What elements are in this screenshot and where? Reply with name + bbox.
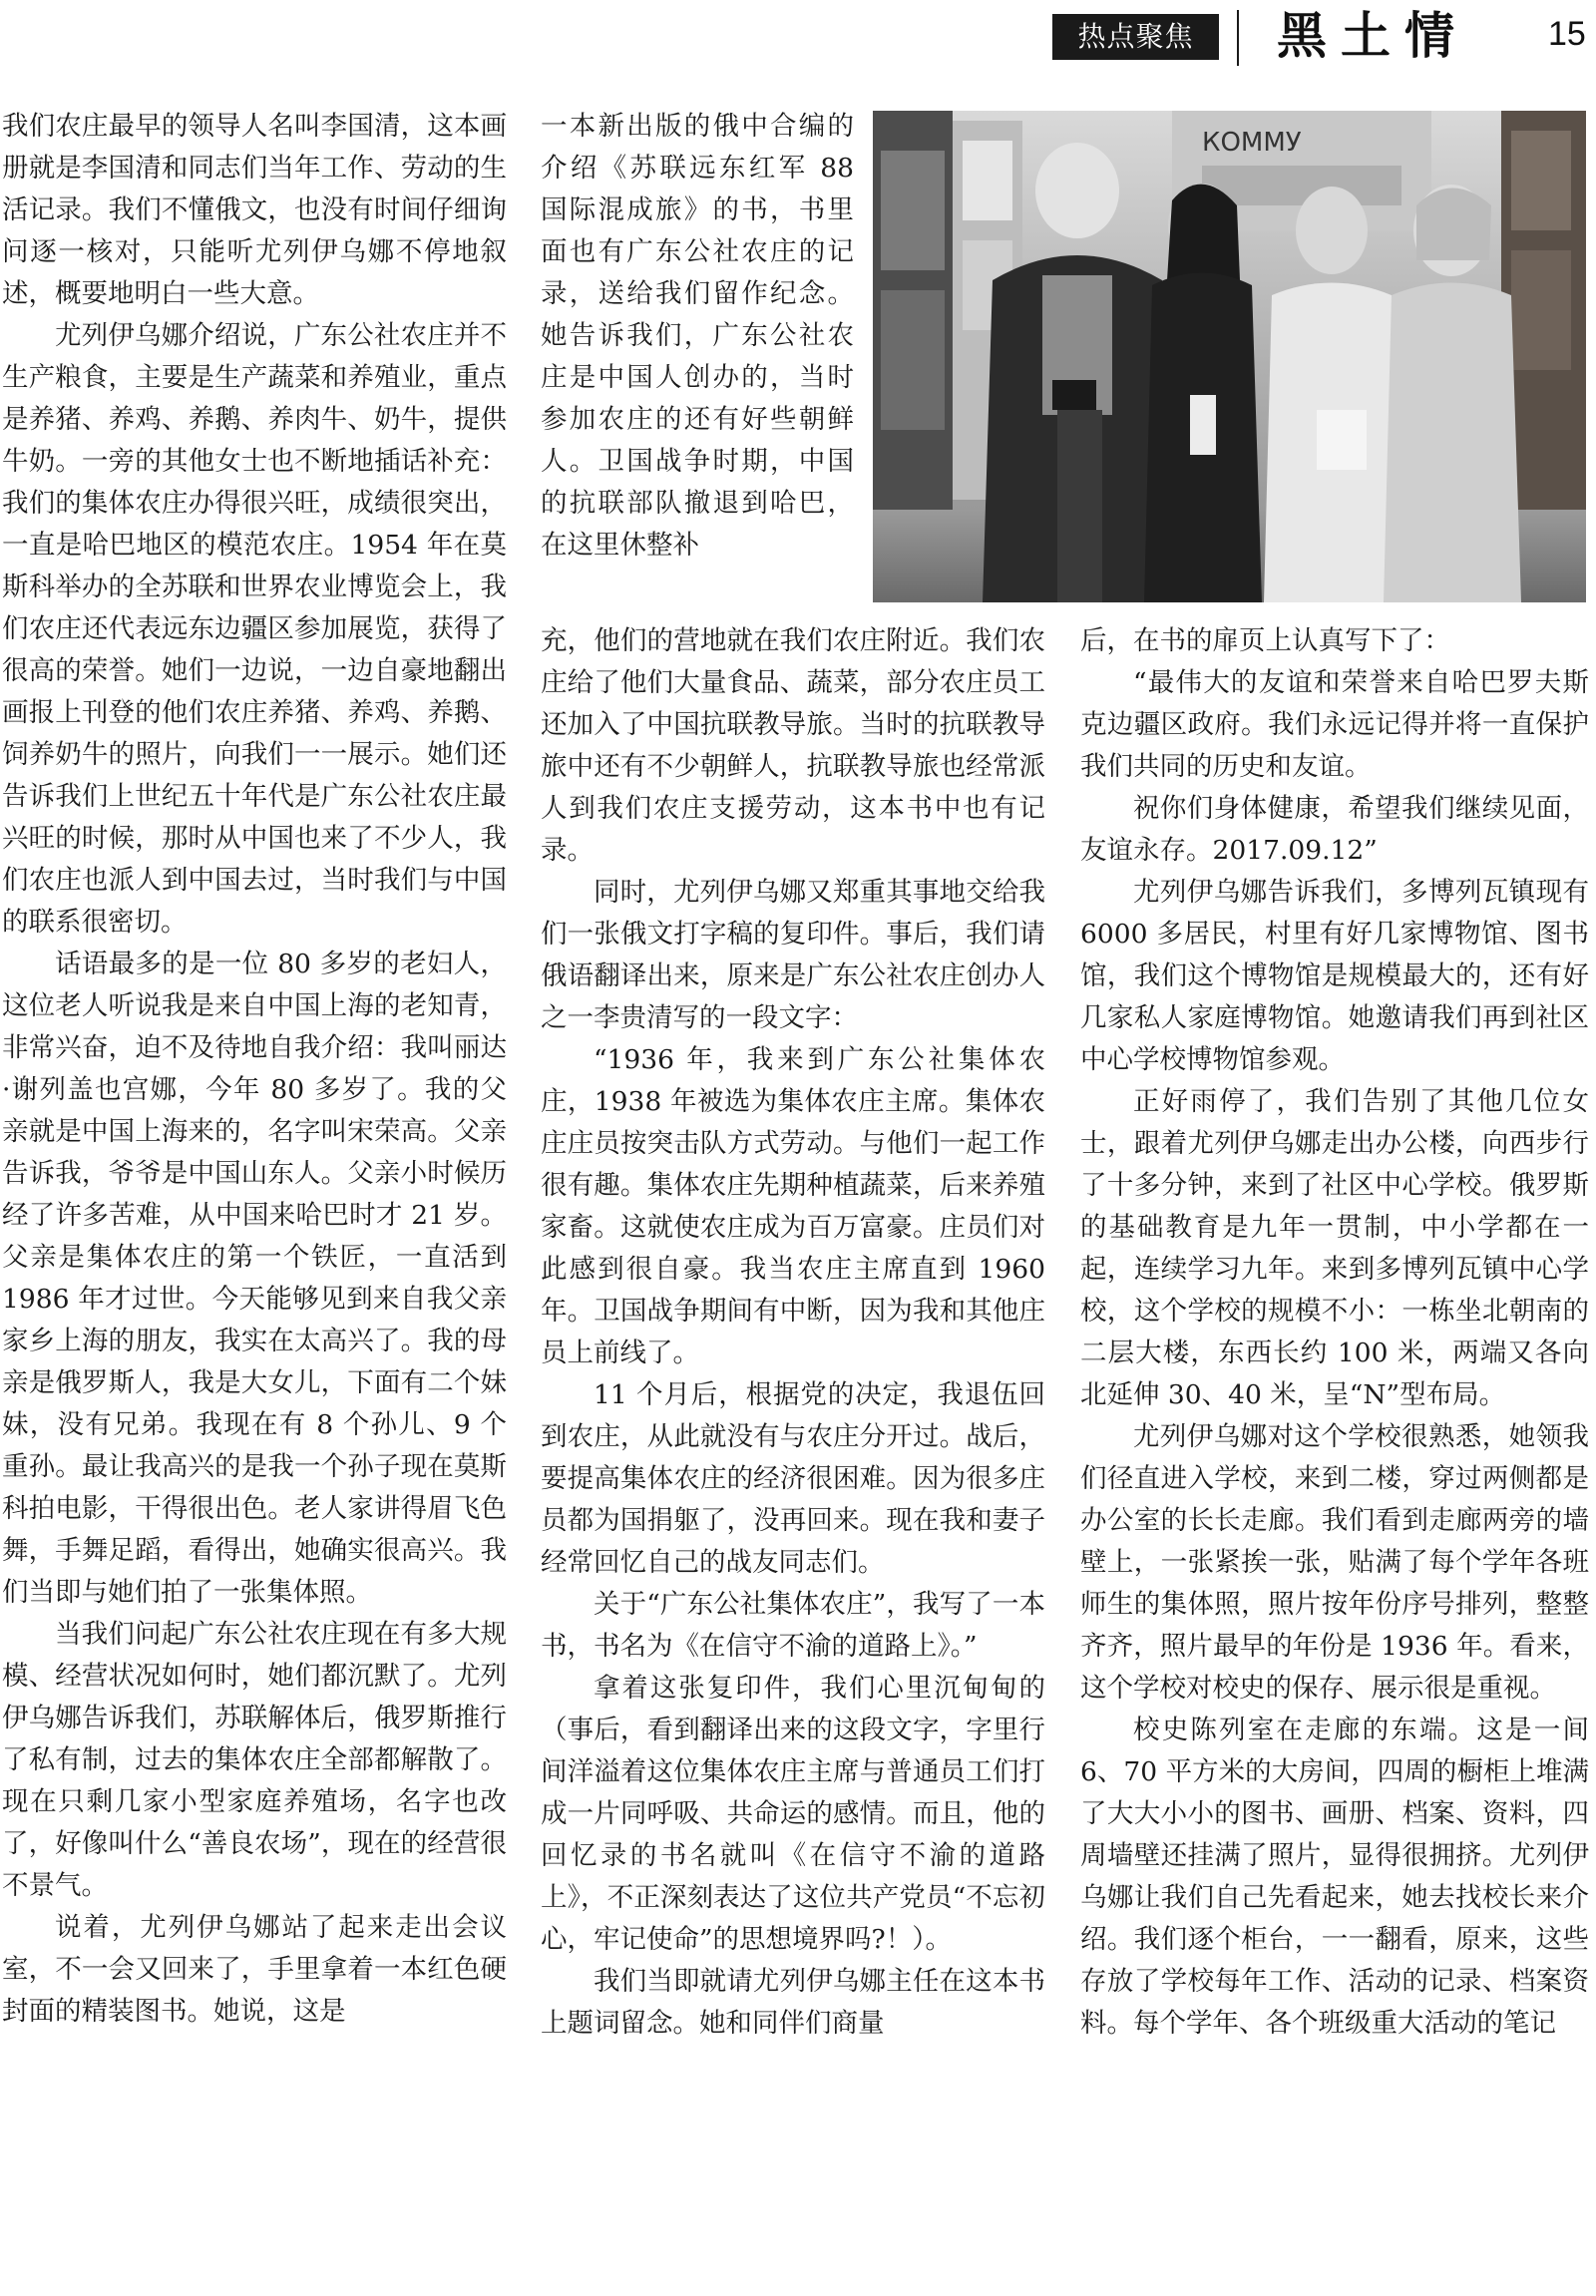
paragraph: 拿着这张复印件，我们心里沉甸甸的（事后，看到翻译出来的这段文字，字里行间洋溢着这位集体农庄主席与普通员工们打成一片同呼吸、共命运的感情。而且，他的回忆录的书名就叫《在信守不渝的道路上》，不正深刻表达了这位共产党员“不忘初心，牢记使命”的思想境界吗?！）。 <box>541 1673 1045 1955</box>
paragraph: 话语最多的是一位 80 多岁的老妇人，这位老人听说我是来自中国上海的老知青，非常兴奋，迫不及待地自我介绍：我叫丽达·谢列盖也宫娜，今年 80 多岁了。我的父亲就是中国上海来的，名字叫宋荣高。父亲告诉我，爷爷是中国山东人。父亲小时候历经了许多苦难，从中国来哈巴时才 21 岁。父亲是集体农庄的第一个铁匠，一直活到 1986 年才过世。今天能够见到来自我父亲家乡上海的朋友，我实在太高兴了。我的母亲是俄罗斯人，我是大女儿，下面有二个妹妹，没有兄弟。我现在有 8 个孙儿、9 个重孙。最让我高兴的是我一个孙子现在莫斯科拍电影，干得很出色。老人家讲得眉飞色舞，手舞足蹈，看得出，她确实很高兴。我们当即与她们拍了一张集体照。 <box>2 949 507 1608</box>
page-header <box>0 0 1596 80</box>
section-tag: 热点聚焦 <box>1052 14 1219 60</box>
paragraph: 后，在书的扉页上认真写下了： <box>1080 625 1450 656</box>
paragraph: 一本新出版的俄中合编的介绍《苏联远东红军 88 国际混成旅》的书，书里面也有广东公社农庄的记录，送给我们留作纪念。她告诉我们，广东公社农庄是中国人创办的，当时参加农庄的还有好些朝鲜人。卫国战争时期，中国的抗联部队撤退到哈巴，在这里休整补 <box>541 111 854 561</box>
paragraph: 祝你们身体健康，希望我们继续见面，友谊永存。2017.09.12” <box>1080 793 1589 866</box>
paragraph: 11 个月后，根据党的决定，我退伍回到农庄，从此就没有与农庄分开过。战后，要提高集体农庄的经济很困难。因为很多庄员都为国捐躯了，没再回来。现在我和妻子经常回忆自己的战友同志们。 <box>541 1379 1045 1578</box>
article-column-2-bottom <box>541 620 1045 2296</box>
group-photo-image <box>873 111 1586 602</box>
paragraph: “1936 年，我来到广东公社集体农庄，1938 年被选为集体农庄主席。集体农庄庄员按突击队方式劳动。与他们一起工作很有趣。集体农庄先期种植蔬菜，后来养殖家畜。这就使农庄成为百万富豪。庄员们对此感到很自豪。我当农庄主席直到 1960 年。卫国战争期间有中断，因为我和其他庄员上前线了。 <box>541 1044 1045 1368</box>
paragraph: 同时，尤列伊乌娜又郑重其事地交给我们一张俄文打字稿的复印件。事后，我们请俄语翻译出来，原来是广东公社农庄创办人之一李贵清写的一段文字： <box>541 877 1045 1033</box>
masthead: 黑土情 <box>1277 6 1468 65</box>
paragraph: 我们农庄最早的领导人名叫李国清，这本画册就是李国清和同志们当年工作、劳动的生活记录。我们不懂俄文，也没有时间仔细询问逐一核对，只能听尤列伊乌娜不停地叙述，概要地明白一些大意。 <box>2 111 507 309</box>
paragraph: 尤列伊乌娜介绍说，广东公社农庄并不生产粮食，主要是生产蔬菜和养殖业，重点是养猪、养鸡、养鹅、养肉牛、奶牛，提供牛奶。一旁的其他女士也不断地插话补充：我们的集体农庄办得很兴旺，成绩很突出，一直是哈巴地区的模范农庄。1954 年在莫斯科举办的全苏联和世界农业博览会上，我们农庄还代表远东边疆区参加展览，获得了很高的荣誉。她们一边说，一边自豪地翻出画报上刊登的他们农庄养猪、养鸡、养鹅、饲养奶牛的照片，向我们一一展示。她们还告诉我们上世纪五十年代是广东公社农庄最兴旺的时候，那时从中国也来了不少人，我们农庄也派人到中国去过，当时我们与中国的联系很密切。 <box>2 320 507 938</box>
paragraph: 正好雨停了，我们告别了其他几位女士，跟着尤列伊乌娜走出办公楼，向西步行了十多分钟，来到了社区中心学校。俄罗斯的基础教育是九年一贯制，中小学都在一起，连续学习九年。来到多博列瓦镇中心学校，这个学校的规模不小：一栋坐北朝南的二层大楼，东西长约 100 米，两端又各向北延伸 30、40 米，呈“N”型布局。 <box>1080 1086 1589 1410</box>
paragraph: 尤列伊乌娜对这个学校很熟悉，她领我们径直进入学校，来到二楼，穿过两侧都是办公室的长长走廊。我们看到走廊两旁的墙壁上，一张紧挨一张，贴满了每个学年各班师生的集体照，照片按年份序号排列，整整齐齐，照片最早的年份是 1936 年。看来，这个学校对校史的保存、展示很是重视。 <box>1080 1421 1589 1704</box>
paragraph: 充，他们的营地就在我们农庄附近。我们农庄给了他们大量食品、蔬菜，部分农庄员工还加入了中国抗联教导旅。当时的抗联教导旅中还有不少朝鲜人，抗联教导旅也经常派人到我们农庄支援劳动，这本书中也有记录。 <box>541 625 1045 866</box>
header-divider <box>1237 10 1239 66</box>
group-photo <box>873 111 1586 602</box>
paragraph: 关于“广东公社集体农庄”，我写了一本书，书名为《在信守不渝的道路上》。” <box>541 1589 1045 1662</box>
paragraph: 我们当即就请尤列伊乌娜主任在这本书上题词留念。她和同伴们商量 <box>541 1966 1045 2039</box>
page-number: 15 <box>1548 15 1586 53</box>
photo-sign-text: КОММУ <box>1202 128 1302 158</box>
paragraph: 校史陈列室在走廊的东端。这是一间 6、70 平方米的大房间，四周的橱柜上堆满了大大小小的图书、画册、档案、资料，四周墙壁还挂满了照片，显得很拥挤。尤列伊乌娜让我们自己先看起来，她去找校长来介绍。我们逐个柜台，一一翻看，原来，这些存放了学校每年工作、活动的记录、档案资料。每个学年、各个班级重大活动的笔记 <box>1080 1715 1589 2039</box>
paragraph: “最伟大的友谊和荣誉来自哈巴罗夫斯克边疆区政府。我们永远记得并将一直保护我们共同的历史和友谊。 <box>1080 667 1589 782</box>
article-column-3 <box>1080 620 1589 2296</box>
paragraph: 尤列伊乌娜告诉我们，多博列瓦镇现有 6000 多居民，村里有好几家博物馆、图书馆，我们这个博物馆是规模最大的，还有好几家私人家庭博物馆。她邀请我们再到社区中心学校博物馆参观。 <box>1080 877 1589 1075</box>
article-column-2-top <box>541 106 854 620</box>
paragraph: 当我们问起广东公社农庄现在有多大规模、经营状况如何时，她们都沉默了。尤列伊乌娜告诉我们，苏联解体后，俄罗斯推行了私有制，过去的集体农庄全部都解散了。现在只剩几家小型家庭养殖场，名字也改了，好像叫什么“善良农场”，现在的经营很不景气。 <box>2 1619 507 1901</box>
paragraph: 说着，尤列伊乌娜站了起来走出会议室，不一会又回来了，手里拿着一本红色硬封面的精装图书。她说，这是 <box>2 1912 507 2027</box>
article-column-1 <box>2 106 507 2296</box>
